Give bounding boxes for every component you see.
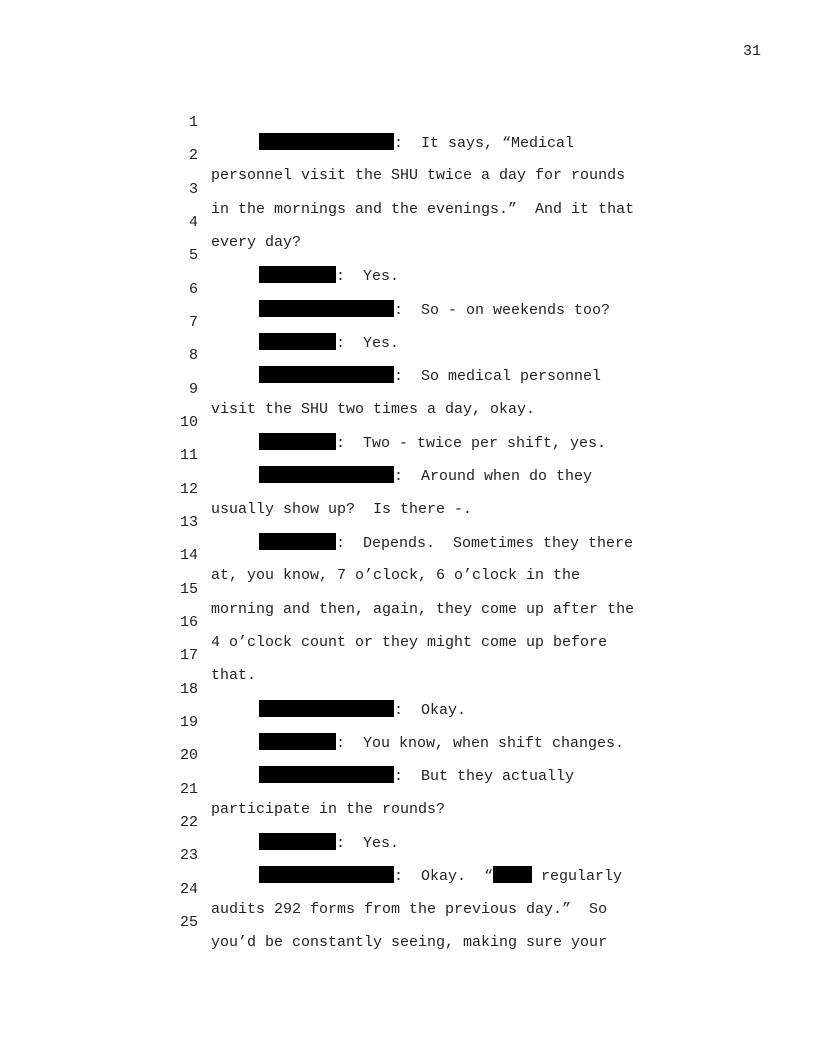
line-number: 11 [179,447,198,464]
line-text-continued: regularly [532,868,623,885]
line-number: 10 [179,414,198,431]
redacted-name [259,766,394,783]
line-text: at, you know, 7 o’clock, 6 o’clock in the [211,567,581,584]
line-text: : Two - twice per shift, yes. [336,435,607,452]
transcript-line [0,293,400,352]
redacted-name [259,333,336,350]
line-number: 16 [179,614,198,631]
page-number: 31 [743,43,762,60]
line-text: : Yes. [336,268,400,285]
line-number: 24 [179,881,198,898]
line-text: visit the SHU two times a day, okay. [211,401,536,418]
line-text: : Okay. “ [394,868,494,885]
line-number: 6 [188,281,198,298]
redacted-name [259,866,394,883]
line-text: : Depends. Sometimes they there [336,535,634,552]
line-text: personnel visit the SHU twice a day for rounds [211,167,626,184]
line-number: 5 [188,247,198,264]
line-text: : So - on weekends too? [394,302,611,319]
line-number: 13 [179,514,198,531]
line-text: : You know, when shift changes. [336,735,625,752]
line-number: 19 [179,714,198,731]
line-text: : Yes. [336,335,400,352]
transcript-line [0,93,575,152]
line-text: : But they actually [394,768,575,785]
line-number: 1 [188,114,198,131]
transcript-line [0,626,257,684]
line-number: 18 [179,681,198,698]
line-number: 7 [188,314,198,331]
line-number: 17 [179,647,198,664]
line-text: morning and then, again, they come up after the [211,601,635,618]
line-text: in the mornings and the evenings.” And it that [211,201,635,218]
line-number: 3 [188,181,198,198]
redacted-name [259,700,394,717]
line-number: 2 [188,147,198,164]
line-number: 20 [179,747,198,764]
line-number: 22 [179,814,198,831]
line-number: 23 [179,847,198,864]
line-text: audits 292 forms from the previous day.” So [211,901,608,918]
line-text: : Yes. [336,835,400,852]
redacted-name [259,300,394,317]
line-number: 8 [188,347,198,364]
redacted-name [493,866,532,883]
line-number: 21 [179,781,198,798]
line-number: 14 [179,547,198,564]
redacted-name [259,266,336,283]
redacted-name [259,733,336,750]
line-text: participate in the rounds? [211,801,446,818]
line-number: 15 [179,581,198,598]
line-number: 25 [179,914,198,931]
redacted-name [259,133,394,150]
line-text: : So medical personnel [394,368,602,385]
line-text: that. [211,667,257,684]
line-text: you’d be constantly seeing, making sure your [211,934,608,951]
transcript-line [0,460,473,518]
line-text: : Around when do they [394,468,593,485]
line-text: : It says, “Medical [394,135,575,152]
line-text: usually show up? Is there -. [211,501,473,518]
redacted-name [259,833,336,850]
redacted-name [259,466,394,483]
line-text: every day? [211,234,302,251]
redacted-name [259,533,336,550]
transcript-line [0,193,302,251]
line-number: 9 [188,381,198,398]
transcript-line [0,760,446,818]
line-number: 4 [188,214,198,231]
line-number: 12 [179,481,198,498]
line-text: : Okay. [394,702,467,719]
line-text: 4 o’clock count or they might come up before [211,634,608,651]
redacted-name [259,366,394,383]
redacted-name [259,433,336,450]
